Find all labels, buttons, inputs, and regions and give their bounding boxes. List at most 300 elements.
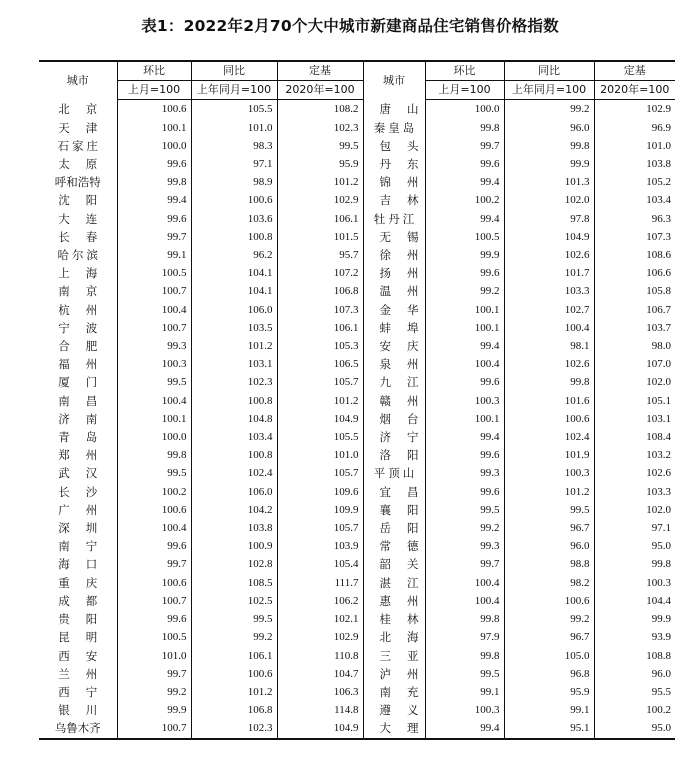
left-yoy-cell: 102.3 (191, 719, 277, 738)
left-city-cell: 济南 (58, 411, 114, 426)
left-yoy-cell: 100.8 (191, 446, 277, 464)
right-yoy-cell: 101.9 (504, 446, 594, 464)
left-fixed-cell: 102.3 (277, 119, 363, 137)
left-fixed-cell: 109.9 (277, 501, 363, 519)
table-row (39, 319, 675, 337)
left-mom-cell: 100.1 (117, 410, 191, 428)
right-yoy-cell: 96.7 (504, 628, 594, 646)
header-city-right: 城市 (363, 61, 425, 100)
right-yoy-cell: 99.8 (504, 373, 594, 391)
left-fixed-cell: 102.1 (277, 610, 363, 628)
right-mom-cell: 99.7 (425, 137, 504, 155)
left-fixed-cell: 105.7 (277, 519, 363, 537)
table-row (39, 191, 675, 209)
right-fixed-cell: 107.3 (594, 228, 675, 246)
right-mom-cell: 99.6 (425, 373, 504, 391)
left-city-cell: 青岛 (58, 430, 114, 445)
right-yoy-cell: 99.9 (504, 155, 594, 173)
left-mom-cell: 100.6 (117, 574, 191, 592)
table-row (39, 428, 675, 446)
right-yoy-cell: 102.7 (504, 301, 594, 319)
left-mom-cell: 100.4 (117, 519, 191, 537)
left-city-cell: 郑州 (58, 448, 114, 463)
right-fixed-cell: 99.8 (594, 555, 675, 573)
left-fixed-cell: 101.0 (277, 446, 363, 464)
left-city-cell: 石家庄 (57, 138, 101, 153)
right-yoy-cell: 100.6 (504, 410, 594, 428)
left-city-cell: 广州 (58, 502, 114, 517)
table-row (39, 628, 675, 646)
left-city-cell: 长沙 (58, 484, 114, 499)
right-mom-cell: 99.8 (425, 119, 504, 137)
left-fixed-cell: 106.3 (277, 683, 363, 701)
right-mom-cell: 99.6 (425, 155, 504, 173)
right-yoy-cell: 96.7 (504, 519, 594, 537)
left-city-cell: 大连 (58, 211, 114, 226)
right-yoy-cell: 102.6 (504, 355, 594, 373)
right-mom-cell: 99.3 (425, 464, 504, 482)
left-mom-cell: 100.4 (117, 392, 191, 410)
right-mom-cell: 100.5 (425, 228, 504, 246)
right-yoy-cell: 96.0 (504, 119, 594, 137)
table-row (39, 610, 675, 628)
right-mom-cell: 99.6 (425, 446, 504, 464)
right-fixed-cell: 103.4 (594, 191, 675, 209)
right-yoy-cell: 97.8 (504, 210, 594, 228)
table-row (39, 683, 675, 701)
right-mom-cell: 99.7 (425, 555, 504, 573)
left-yoy-cell: 100.6 (191, 665, 277, 683)
left-mom-cell: 100.0 (117, 428, 191, 446)
right-mom-cell: 97.9 (425, 628, 504, 646)
table-row (39, 119, 675, 137)
left-city-cell: 南宁 (58, 539, 114, 554)
right-fixed-cell: 106.6 (594, 264, 675, 282)
right-city-cell: 九江 (363, 373, 425, 391)
table-body (39, 100, 675, 739)
right-mom-cell: 99.1 (425, 683, 504, 701)
header-city-left: 城市 (39, 61, 117, 100)
right-city-cell: 襄阳 (363, 501, 425, 519)
left-mom-cell: 99.5 (117, 464, 191, 482)
right-fixed-cell: 95.0 (594, 719, 675, 738)
right-yoy-cell: 101.6 (504, 392, 594, 410)
right-mom-cell: 99.2 (425, 519, 504, 537)
left-yoy-cell: 103.8 (191, 519, 277, 537)
header-yoy-base-right: 上年同月=100 (504, 81, 594, 100)
right-yoy-cell: 99.1 (504, 701, 594, 719)
left-city-cell: 呼和浩特 (54, 175, 101, 190)
right-city-cell: 牡丹江 (363, 210, 425, 228)
left-yoy-cell: 100.6 (191, 191, 277, 209)
left-mom-cell: 100.6 (117, 501, 191, 519)
left-mom-cell: 99.8 (117, 446, 191, 464)
price-index-table (39, 60, 675, 740)
left-city-cell: 上海 (58, 266, 114, 281)
right-city-cell: 泉州 (363, 355, 425, 373)
left-yoy-cell: 100.8 (191, 228, 277, 246)
right-mom-cell: 99.9 (425, 246, 504, 264)
table-row (39, 464, 675, 482)
right-fixed-cell: 97.1 (594, 519, 675, 537)
right-mom-cell: 100.4 (425, 592, 504, 610)
left-fixed-cell: 102.9 (277, 628, 363, 646)
left-fixed-cell: 105.4 (277, 555, 363, 573)
right-fixed-cell: 95.0 (594, 537, 675, 555)
right-city-cell: 温州 (363, 282, 425, 300)
left-yoy-cell: 106.8 (191, 701, 277, 719)
left-fixed-cell: 102.9 (277, 191, 363, 209)
left-mom-cell: 100.6 (117, 100, 191, 119)
left-fixed-cell: 105.5 (277, 428, 363, 446)
left-mom-cell: 100.3 (117, 355, 191, 373)
right-city-cell: 包头 (363, 137, 425, 155)
right-yoy-cell: 101.3 (504, 173, 594, 191)
right-fixed-cell: 108.4 (594, 428, 675, 446)
table-row (39, 392, 675, 410)
right-fixed-cell: 102.0 (594, 501, 675, 519)
right-mom-cell: 100.1 (425, 410, 504, 428)
left-yoy-cell: 106.0 (191, 301, 277, 319)
left-fixed-cell: 106.2 (277, 592, 363, 610)
table-row (39, 373, 675, 391)
left-yoy-cell: 97.1 (191, 155, 277, 173)
right-city-cell: 泸州 (363, 665, 425, 683)
table-row (39, 719, 675, 738)
left-fixed-cell: 104.7 (277, 665, 363, 683)
left-city-cell: 重庆 (58, 575, 114, 590)
left-city-cell: 宁波 (58, 320, 114, 335)
right-mom-cell: 99.5 (425, 501, 504, 519)
left-yoy-cell: 96.2 (191, 246, 277, 264)
table-row (39, 264, 675, 282)
right-yoy-cell: 102.6 (504, 246, 594, 264)
right-yoy-cell: 100.3 (504, 464, 594, 482)
right-yoy-cell: 99.8 (504, 137, 594, 155)
right-city-cell: 遵义 (363, 701, 425, 719)
left-fixed-cell: 107.2 (277, 264, 363, 282)
table-row (39, 555, 675, 573)
left-mom-cell: 100.7 (117, 319, 191, 337)
right-city-cell: 南充 (363, 683, 425, 701)
right-fixed-cell: 99.9 (594, 610, 675, 628)
right-mom-cell: 99.6 (425, 264, 504, 282)
left-mom-cell: 100.1 (117, 119, 191, 137)
left-fixed-cell: 108.2 (277, 100, 363, 119)
left-city-cell: 天津 (58, 120, 114, 135)
header-mom-right: 环比 (425, 61, 504, 81)
left-yoy-cell: 100.8 (191, 392, 277, 410)
left-mom-cell: 99.6 (117, 537, 191, 555)
right-mom-cell: 100.4 (425, 574, 504, 592)
left-mom-cell: 99.2 (117, 683, 191, 701)
right-city-cell: 桂林 (363, 610, 425, 628)
left-city-cell: 乌鲁木齐 (39, 719, 117, 738)
left-city-cell: 长春 (58, 229, 114, 244)
header-yoy-left: 同比 (191, 61, 277, 81)
left-city-cell: 西安 (58, 648, 114, 663)
right-yoy-cell: 99.2 (504, 610, 594, 628)
left-mom-cell: 99.7 (117, 665, 191, 683)
left-fixed-cell: 109.6 (277, 483, 363, 501)
right-mom-cell: 99.8 (425, 647, 504, 665)
left-mom-cell: 100.4 (117, 301, 191, 319)
right-yoy-cell: 103.3 (504, 282, 594, 300)
right-mom-cell: 99.6 (425, 483, 504, 501)
left-yoy-cell: 102.4 (191, 464, 277, 482)
right-yoy-cell: 105.0 (504, 647, 594, 665)
left-yoy-cell: 103.6 (191, 210, 277, 228)
left-mom-cell: 100.5 (117, 264, 191, 282)
right-yoy-cell: 101.2 (504, 483, 594, 501)
left-fixed-cell: 101.2 (277, 392, 363, 410)
left-yoy-cell: 103.4 (191, 428, 277, 446)
left-city-cell: 沈阳 (58, 193, 114, 208)
right-city-cell: 大理 (363, 719, 425, 738)
right-yoy-cell: 96.0 (504, 537, 594, 555)
right-mom-cell: 100.3 (425, 392, 504, 410)
right-yoy-cell: 100.4 (504, 319, 594, 337)
left-mom-cell: 99.4 (117, 191, 191, 209)
left-yoy-cell: 106.1 (191, 647, 277, 665)
left-fixed-cell: 106.1 (277, 210, 363, 228)
right-mom-cell: 100.1 (425, 319, 504, 337)
right-city-cell: 洛阳 (363, 446, 425, 464)
right-fixed-cell: 105.8 (594, 282, 675, 300)
right-yoy-cell: 99.2 (504, 100, 594, 119)
right-yoy-cell: 104.9 (504, 228, 594, 246)
right-fixed-cell: 104.4 (594, 592, 675, 610)
right-fixed-cell: 103.1 (594, 410, 675, 428)
left-fixed-cell: 104.9 (277, 719, 363, 738)
table-row (39, 446, 675, 464)
right-fixed-cell: 96.3 (594, 210, 675, 228)
right-fixed-cell: 105.2 (594, 173, 675, 191)
left-city-cell: 兰州 (58, 666, 114, 681)
table-row (39, 100, 675, 119)
right-mom-cell: 100.2 (425, 191, 504, 209)
table-row (39, 301, 675, 319)
left-city-cell: 太原 (58, 157, 114, 172)
left-mom-cell: 100.0 (117, 137, 191, 155)
left-fixed-cell: 105.7 (277, 373, 363, 391)
right-fixed-cell: 106.7 (594, 301, 675, 319)
header-mom-left: 环比 (117, 61, 191, 81)
right-city-cell: 三亚 (363, 647, 425, 665)
left-fixed-cell: 107.3 (277, 301, 363, 319)
right-fixed-cell: 100.3 (594, 574, 675, 592)
left-fixed-cell: 106.5 (277, 355, 363, 373)
right-city-cell: 岳阳 (363, 519, 425, 537)
left-yoy-cell: 104.2 (191, 501, 277, 519)
left-mom-cell: 99.8 (117, 173, 191, 191)
left-yoy-cell: 104.1 (191, 282, 277, 300)
left-fixed-cell: 103.9 (277, 537, 363, 555)
table-row (39, 647, 675, 665)
left-mom-cell: 100.2 (117, 483, 191, 501)
left-mom-cell: 100.7 (117, 282, 191, 300)
right-fixed-cell: 102.9 (594, 100, 675, 119)
left-city-cell: 海口 (58, 557, 114, 572)
table-row (39, 665, 675, 683)
right-city-cell: 金华 (363, 301, 425, 319)
header-yoy-right: 同比 (504, 61, 594, 81)
right-yoy-cell: 95.1 (504, 719, 594, 738)
right-city-cell: 济宁 (363, 428, 425, 446)
left-yoy-cell: 106.0 (191, 483, 277, 501)
right-city-cell: 扬州 (363, 264, 425, 282)
right-mom-cell: 99.4 (425, 337, 504, 355)
left-city-cell: 武汉 (58, 466, 114, 481)
right-fixed-cell: 107.0 (594, 355, 675, 373)
right-fixed-cell: 103.8 (594, 155, 675, 173)
left-city-cell: 南京 (58, 284, 114, 299)
right-yoy-cell: 98.2 (504, 574, 594, 592)
left-fixed-cell: 95.9 (277, 155, 363, 173)
left-yoy-cell: 101.2 (191, 683, 277, 701)
left-city-cell: 厦门 (58, 375, 114, 390)
right-mom-cell: 99.4 (425, 173, 504, 191)
table-row (39, 537, 675, 555)
right-city-cell: 赣州 (363, 392, 425, 410)
header-yoy-base-left: 上年同月=100 (191, 81, 277, 100)
left-city-cell: 合肥 (58, 339, 114, 354)
table-row (39, 592, 675, 610)
left-fixed-cell: 99.5 (277, 137, 363, 155)
left-mom-cell: 100.7 (117, 719, 191, 738)
left-mom-cell: 99.6 (117, 155, 191, 173)
left-mom-cell: 101.0 (117, 647, 191, 665)
right-fixed-cell: 98.0 (594, 337, 675, 355)
right-yoy-cell: 99.5 (504, 501, 594, 519)
table-row (39, 173, 675, 191)
table-row (39, 355, 675, 373)
right-fixed-cell: 93.9 (594, 628, 675, 646)
left-mom-cell: 99.6 (117, 210, 191, 228)
right-city-cell: 唐山 (363, 100, 425, 119)
header-fixed-left: 定基 (277, 61, 363, 81)
left-mom-cell: 99.3 (117, 337, 191, 355)
left-mom-cell: 99.6 (117, 610, 191, 628)
left-city-cell: 银川 (58, 703, 114, 718)
right-mom-cell: 100.0 (425, 100, 504, 119)
left-mom-cell: 99.9 (117, 701, 191, 719)
left-yoy-cell: 100.9 (191, 537, 277, 555)
right-mom-cell: 100.4 (425, 355, 504, 373)
left-yoy-cell: 103.1 (191, 355, 277, 373)
right-fixed-cell: 108.8 (594, 647, 675, 665)
table-row (39, 210, 675, 228)
left-city-cell: 北京 (58, 102, 114, 117)
right-yoy-cell: 98.1 (504, 337, 594, 355)
left-city-cell: 昆明 (58, 630, 114, 645)
right-mom-cell: 100.1 (425, 301, 504, 319)
left-fixed-cell: 106.1 (277, 319, 363, 337)
right-fixed-cell: 101.0 (594, 137, 675, 155)
table-row (39, 155, 675, 173)
left-city-cell: 哈尔滨 (57, 248, 101, 263)
right-city-cell: 徐州 (363, 246, 425, 264)
right-fixed-cell: 103.3 (594, 483, 675, 501)
left-fixed-cell: 101.2 (277, 173, 363, 191)
table-title: 表1：2022年2月70个大中城市新建商品住宅销售价格指数 (141, 17, 559, 35)
header-mom-base-right: 上月=100 (425, 81, 504, 100)
right-fixed-cell: 96.9 (594, 119, 675, 137)
table-row (39, 574, 675, 592)
right-city-cell: 丹东 (363, 155, 425, 173)
right-city-cell: 安庆 (363, 337, 425, 355)
left-city-cell: 西宁 (58, 684, 114, 699)
header-mom-base-left: 上月=100 (117, 81, 191, 100)
left-yoy-cell: 103.5 (191, 319, 277, 337)
left-city-cell: 南昌 (58, 393, 114, 408)
right-fixed-cell: 95.5 (594, 683, 675, 701)
right-city-cell: 无锡 (363, 228, 425, 246)
right-fixed-cell: 103.2 (594, 446, 675, 464)
right-mom-cell: 99.4 (425, 210, 504, 228)
right-mom-cell: 99.4 (425, 428, 504, 446)
header-fixed-base-right: 2020年=100 (594, 81, 675, 100)
table-row (39, 501, 675, 519)
left-yoy-cell: 99.5 (191, 610, 277, 628)
right-yoy-cell: 102.4 (504, 428, 594, 446)
header-fixed-right: 定基 (594, 61, 675, 81)
table-row (39, 246, 675, 264)
right-fixed-cell: 102.0 (594, 373, 675, 391)
left-city-cell: 贵阳 (58, 612, 114, 627)
right-yoy-cell: 102.0 (504, 191, 594, 209)
right-yoy-cell: 98.8 (504, 555, 594, 573)
right-fixed-cell: 102.6 (594, 464, 675, 482)
right-yoy-cell: 96.8 (504, 665, 594, 683)
table-row (39, 228, 675, 246)
left-fixed-cell: 111.7 (277, 574, 363, 592)
left-city-cell: 杭州 (58, 302, 114, 317)
left-mom-cell: 100.7 (117, 592, 191, 610)
right-city-cell: 秦皇岛 (363, 119, 425, 137)
right-city-cell: 锦州 (363, 173, 425, 191)
left-fixed-cell: 105.3 (277, 337, 363, 355)
left-yoy-cell: 98.3 (191, 137, 277, 155)
table-row (39, 282, 675, 300)
left-yoy-cell: 104.8 (191, 410, 277, 428)
left-mom-cell: 99.7 (117, 555, 191, 573)
right-city-cell: 常德 (363, 537, 425, 555)
table-row (39, 519, 675, 537)
right-yoy-cell: 95.9 (504, 683, 594, 701)
left-fixed-cell: 101.5 (277, 228, 363, 246)
table-row (39, 701, 675, 719)
right-city-cell: 蚌埠 (363, 319, 425, 337)
right-city-cell: 惠州 (363, 592, 425, 610)
right-mom-cell: 100.3 (425, 701, 504, 719)
left-fixed-cell: 95.7 (277, 246, 363, 264)
left-yoy-cell: 102.8 (191, 555, 277, 573)
right-city-cell: 平顶山 (363, 464, 425, 482)
left-yoy-cell: 102.3 (191, 373, 277, 391)
left-yoy-cell: 101.2 (191, 337, 277, 355)
left-yoy-cell: 105.5 (191, 100, 277, 119)
table-row (39, 483, 675, 501)
right-fixed-cell: 103.7 (594, 319, 675, 337)
right-city-cell: 湛江 (363, 574, 425, 592)
left-mom-cell: 100.5 (117, 628, 191, 646)
right-fixed-cell: 96.0 (594, 665, 675, 683)
left-fixed-cell: 114.8 (277, 701, 363, 719)
right-mom-cell: 99.2 (425, 282, 504, 300)
right-mom-cell: 99.5 (425, 665, 504, 683)
right-fixed-cell: 100.2 (594, 701, 675, 719)
